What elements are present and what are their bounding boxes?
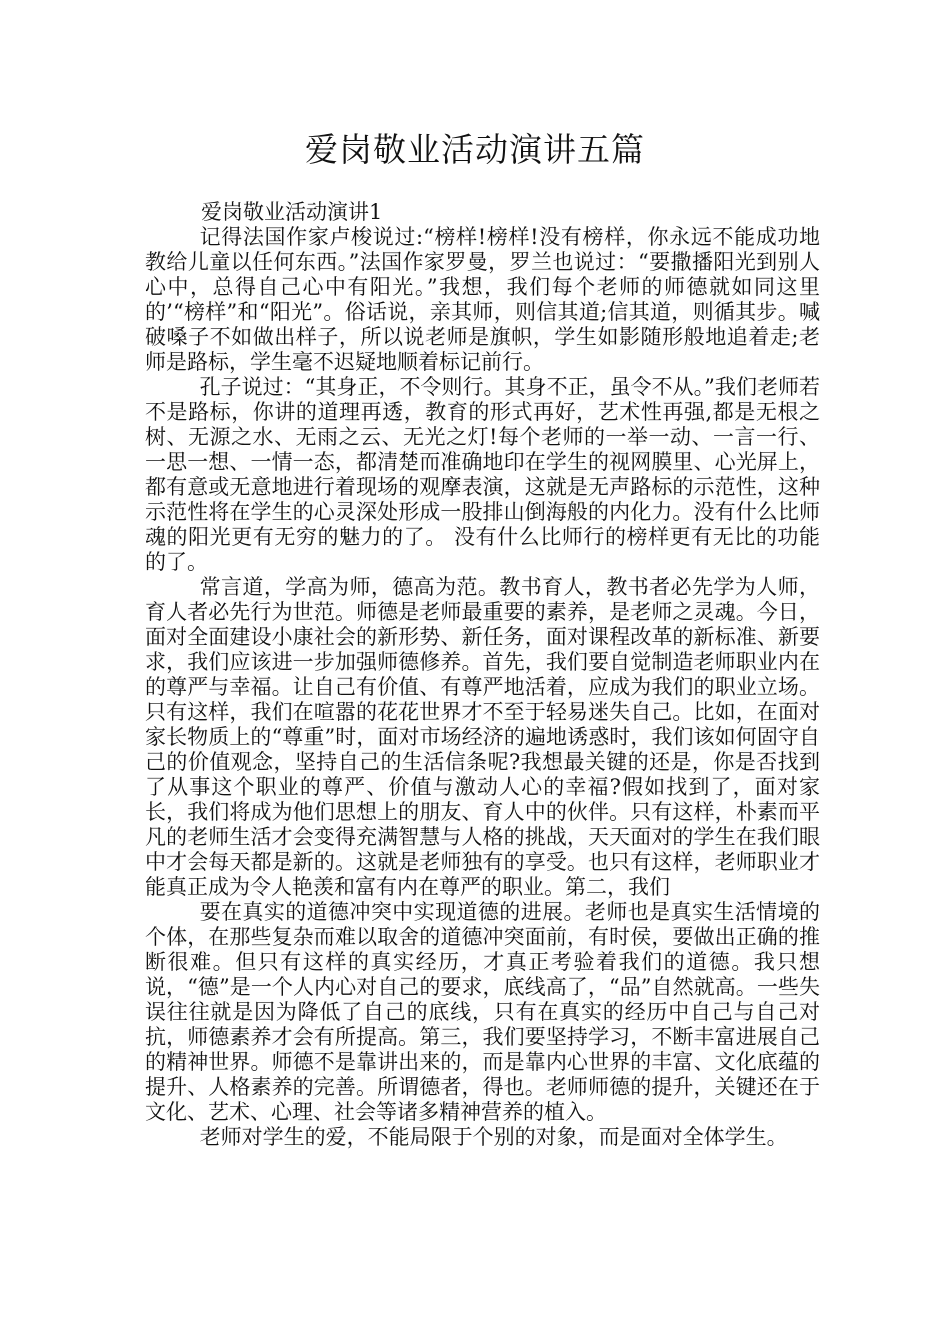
paragraph-2: 孔子说过：“其身正，不令则行。其身不正，虽令不从。”我们老师若不是路标，你讲的道理再透，教育的形式再好，艺术性再强,都是无根之树、无源之水、无雨之云、无光之灯!每个老师的一举一动、一言一行、一思一想、一情一态，都清楚而准确地印在学生的视网膜里、心光屏上，都有意或无意地进行着现场的观摩表演，这就是无声路标的示范性，这种示范性将在学生的心灵深处形成一股排山倒海般的内化力。没有什么比师魂的阳光更有无穷的魅力的了。 没有什么比师行的榜样更有无比的功能的了。: [145, 375, 820, 574]
section-heading: 爱岗敬业活动演讲1: [201, 200, 383, 224]
paragraph-4: 要在真实的道德冲突中实现道德的进展。老师也是真实生活情境的个体，在那些复杂而难以取舍的道德冲突面前，有时侯，要做出正确的推断很难。但只有这样的真实经历，才真正考验着我们的道德。我只想说，“德”是一个人内心对自己的要求，底线高了，“品”自然就高。一些失误往往就是因为降低了自己的底线，只有在真实的经历中自己与自己对抗，师德素养才会有所提高。第三，我们要坚持学习，不断丰富进展自己的精神世界。师德不是靠讲出来的，而是靠内心世界的丰富、文化底蕴的提升、人格素养的完善。所谓德者，得也。老师师德的提升，关键还在于文化、艺术、心理、社会等诸多精神营养的植入。: [145, 900, 820, 1124]
paragraph-3: 常言道，学高为师，德高为范。教书育人，教书者必先学为人师，育人者必先行为世范。师德是老师最重要的素养，是老师之灵魂。今日，面对全面建设小康社会的新形势、新任务，面对课程改革的新标准、新要求，我们应该进一步加强师德修养。首先，我们要自觉制造老师职业内在的尊严与幸福。让自己有价值、有尊严地活着，应成为我们的职业立场。只有这样，我们在喧嚣的花花世界才不至于轻易迷失自己。比如，在面对家长物质上的“尊重”时，面对市场经济的遍地诱惑时，我们该如何固守自己的价值观念，坚持自己的生活信条呢?我想最关键的还是，你是否找到了从事这个职业的尊严、价值与激动人心的幸福?假如找到了，面对家长，我们将成为他们思想上的朋友、育人中的伙伴。只有这样，朴素而平凡的老师生活才会变得充满智慧与人格的挑战，天天面对的学生在我们眼中才会每天都是新的。这就是老师独有的享受。也只有这样，老师职业才能真正成为令人艳羡和富有内在尊严的职业。第二，我们: [145, 575, 820, 899]
paragraph-5: 老师对学生的爱，不能局限于个别的对象，而是面对全体学生。: [199, 1125, 788, 1149]
document-title: 爱岗敬业活动演讲五篇: [305, 130, 645, 169]
document-body: [145, 200, 820, 1150]
paragraph-1: 记得法国作家卢梭说过:“榜样!榜样!没有榜样，你永远不能成功地教给儿童以任何东西。”法国作家罗曼，罗兰也说过：“要撒播阳光到别人心中，总得自己心中有阳光。”我想，我们每个老师的师德就如同这里的’“榜样”和“阳光”。俗话说，亲其师，则信其道;信其道，则循其步。喊破嗓子不如做出样子，所以说老师是旗帜，学生如影随形般地追着走;老师是路标，学生毫不迟疑地顺着标记前行。: [145, 225, 820, 374]
